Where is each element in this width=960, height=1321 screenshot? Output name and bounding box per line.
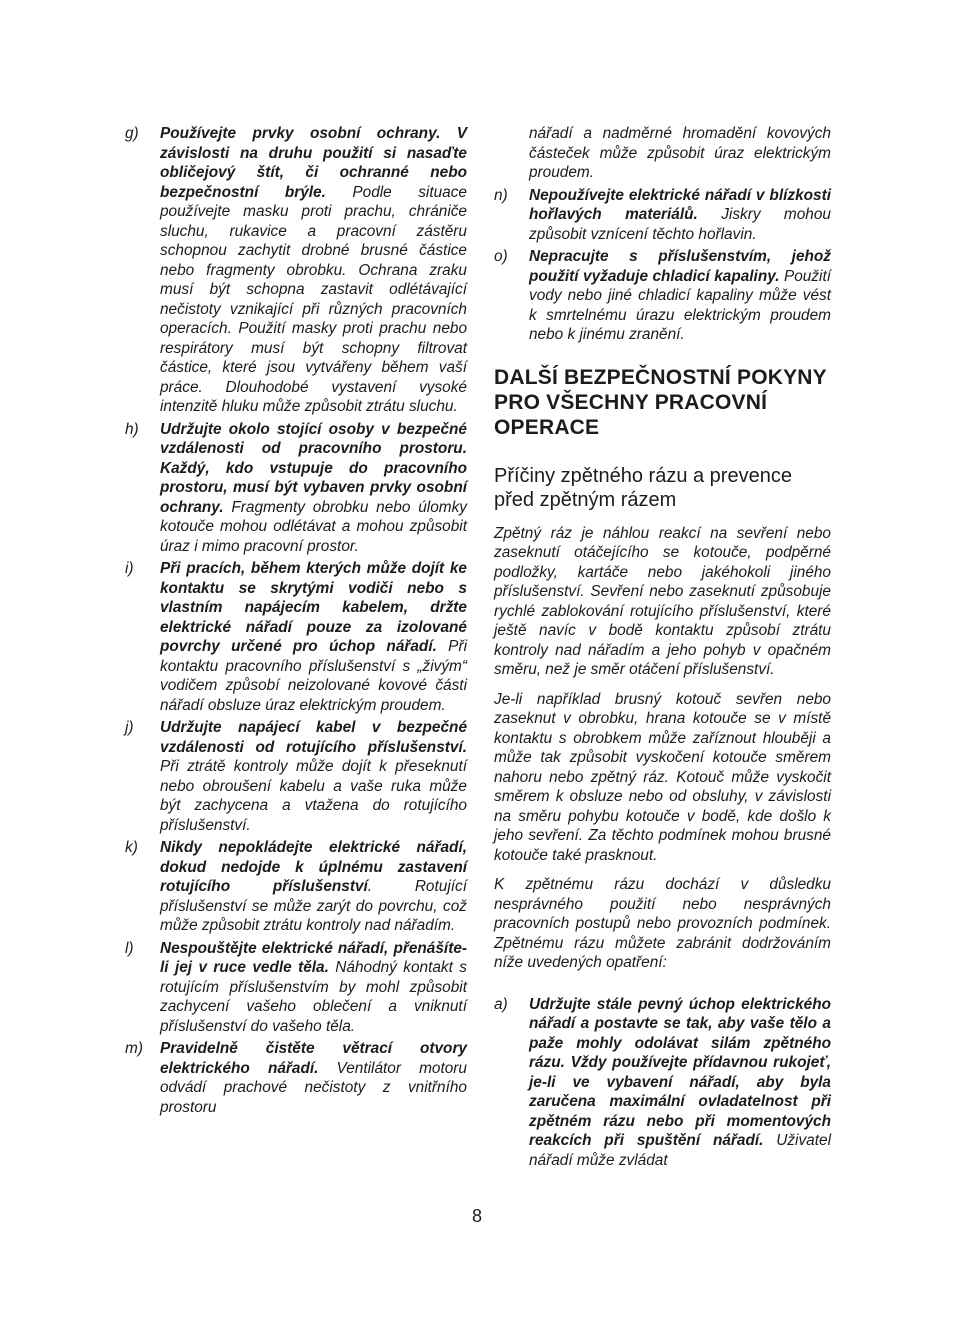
item-label: i) — [125, 560, 134, 577]
item-g — [125, 124, 467, 417]
item-n — [494, 186, 831, 245]
item-h — [125, 420, 467, 557]
section-heading: DALŠÍ BEZPEČNOSTNÍ POKYNY PRO VŠECHNY PRACOVNÍ OPERACE — [494, 365, 827, 439]
item-bold-text: Nepracujte s příslušenstvím, jehož použití vyžaduje chladicí kapaliny. — [529, 248, 831, 285]
item-bold-text: Nikdy nepokládejte elektrické nářadí, dokud nedojde k úplnému zastavení rotujícího příslušenství — [160, 839, 467, 895]
item-label: l) — [125, 939, 134, 957]
paragraph-1: Zpětný ráz je náhlou reakcí na sevření nebo zaseknutí otáčejícího se kotouče, podpěrné podložky, kartáče nebo jakéhokoli jiného příslušenství. Sevření nebo zaseknutí způsobuje rychlé zablokování rotujícího příslušenství, které ještě navíc v bodě kontaktu způsobí ztrátu kontroly nad nářadím a jeho pohyb v opačném směru, než je směr otáčení příslušenství. — [494, 524, 831, 678]
item-label: a) — [494, 995, 508, 1013]
paragraph-3: K zpětnému rázu dochází v důsledku nesprávného použití nebo nesprávných pracovních postupů nebo provozních podmínek. Zpětnému rázu můžete zabránit dodržováním níže uvedených opatření: — [494, 876, 831, 971]
item-text: Podle situace používejte masku proti prachu, chrániče sluchu, rukavice a pracovní zástěru schopnou zachytit drobné brusné částice nebo fragmenty obrobku. Ochrana zraku musí být schopna zastavit odlétávající nečistoty vznikající při různých pracovních operacích. Použití masky proti prachu nebo respirátory musí být schopny filtrovat částice, které jsou vytvářeny během vaší práce. Dlouhodobé vystavení vysoké intenzitě hluku může způsobit ztrátu sluchu. — [160, 183, 467, 415]
item-label: n) — [494, 186, 508, 204]
item-m — [125, 1039, 467, 1117]
item-bold-text: Udržujte okolo stojící osoby v bezpečné vzdálenosti od pracovního prostoru. Každý, kdo vstupuje do pracovního prostoru, musí být vybaven prvky osobní ochrany. — [160, 420, 467, 516]
item-j — [125, 718, 467, 835]
item-k — [125, 838, 467, 936]
item-label: j) — [125, 719, 134, 736]
item-text: Při kontaktu pracovního příslušenství s „živým“ vodičem způsobí neizolované kovové části nářadí obsluze úraz elektrickým proudem. — [160, 638, 467, 714]
item-text: Ventilátor motoru odvádí prachové nečistoty z vnitřního prostoru — [160, 1059, 467, 1116]
item-text: Jiskry mohou způsobit vznícení těchto hořlavin. — [529, 206, 831, 243]
item-label: m) — [125, 1040, 143, 1057]
item-label: g) — [125, 125, 139, 142]
page-number: 8 — [472, 1206, 483, 1226]
item-label: o) — [494, 248, 508, 265]
item-bold-text: Nespouštějte elektrické nářadí, přenášíte-li jej v ruce vedle těla. — [160, 939, 467, 976]
item-text: Použití vody nebo jiné chladicí kapaliny může vést k smrtelnému úrazu elektrickým proudem nebo k jinému zranění. — [529, 267, 832, 343]
item-text: Uživatel nářadí může zvládat — [529, 1132, 831, 1169]
item-o — [494, 247, 831, 345]
item-bold-text: Nepoužívejte elektrické nářadí v blízkosti hořlavých materiálů. — [529, 186, 831, 223]
item-l — [125, 939, 467, 1037]
paragraph-2: Je-li například brusný kotouč sevřen nebo zaseknut v obrobku, hrana kotouče se v místě kontaktu s obrobkem může zaříznout hlouběji a může tak způsobit vyskočení kotouče směrem nahoru nebo zpětný ráz. Kotouč může vyskočit směrem k obsluze nebo od obsluhy, v závislosti na směru pohybu kotouče v bodě, kde došlo k jeho sevření. Za těchto podmínek mohou brusné kotouče také prasknout. — [494, 690, 831, 864]
item-text: nářadí a nadměrné hromadění kovových částeček může způsobit úraz elektrickým proudem. — [529, 125, 831, 181]
section-subheading: Příčiny zpětného rázu a prevence před zpětným rázem — [494, 464, 792, 511]
item-bold-text: Udržujte stále pevný úchop elektrického nářadí a postavte se tak, aby vaše tělo a paže mohly odolávat silám zpětného rázu. Vždy používejte přídavnou rukojeť, je-li ve vybavení nářadí, aby byla zaručena maximální ovladatelnost při zpětném rázu nebo při momentových reakcích při spuštění nářadí. — [529, 995, 831, 1149]
item-label: h) — [125, 420, 139, 438]
item-bold-text: Pravidelně čistěte větrací otvory elektrického nářadí. — [160, 1040, 467, 1077]
item-text: Náhodný kontakt s rotujícím příslušenstvím by mohl způsobit zachycení vašeho oblečení a vniknutí příslušenství do vašeho těla. — [160, 959, 467, 1035]
item-text: . Rotující příslušenství se může zarýt do povrchu, což může způsobit ztrátu kontroly nad nářadím. — [160, 878, 467, 934]
item-text: Při ztrátě kontroly může dojít k přeseknutí nebo obroušení kabelu a vaše ruka může být zachycena a vtažena do rotujícího příslušenství. — [160, 758, 467, 834]
item-bold-text: Udržujte napájecí kabel v bezpečné vzdálenosti od rotujícího příslušenství. — [160, 719, 467, 756]
item-m-continued — [494, 124, 831, 183]
item-bold-text: Při pracích, během kterých může dojít ke kontaktu se skrytými vodiči nebo s vlastním napájecím kabelem, držte elektrické nářadí pouze za izolované povrchy určené pro úchop nářadí. — [160, 560, 467, 655]
item-a — [494, 995, 831, 1171]
item-i — [125, 559, 467, 715]
item-text: Fragmenty obrobku nebo úlomky kotouče mohou odlétávat a mohou způsobit úraz i mimo pracovní prostor. — [160, 498, 467, 555]
item-label: k) — [125, 839, 138, 856]
right-column — [494, 124, 831, 1170]
left-column — [125, 124, 467, 1117]
item-bold-text: Používejte prvky osobní ochrany. V závislosti na druhu použití si nasaďte obličejový štít, či ochranné nebo bezpečnostní brýle. — [160, 125, 467, 201]
